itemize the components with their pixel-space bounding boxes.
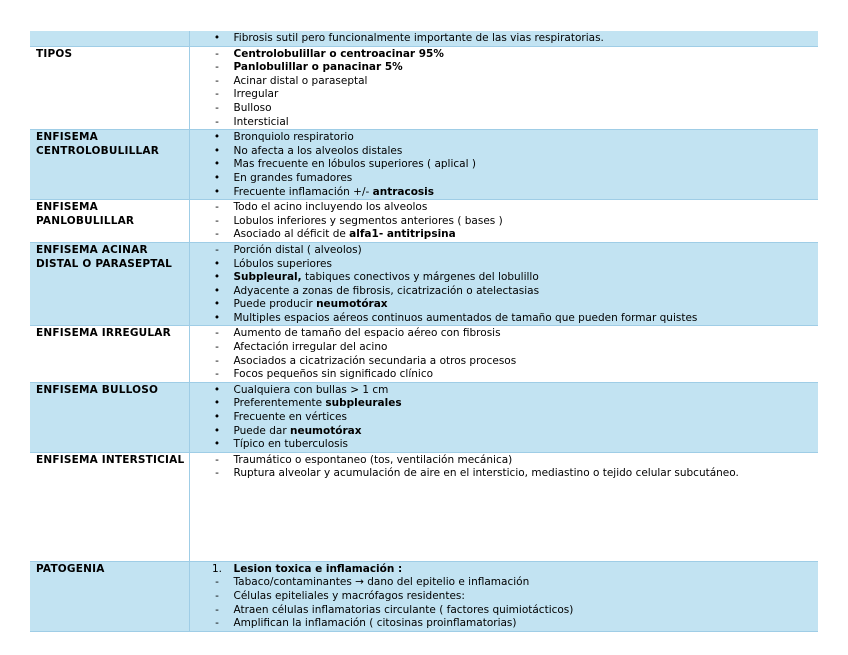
table-row [30,561,818,631]
item-text [234,244,362,258]
list-item [190,215,819,229]
item-text [234,75,368,89]
row-label: TIPOS [30,46,189,130]
item-text [234,215,503,229]
list-item [190,201,819,215]
dash-marker: - [215,327,219,340]
item-text [234,327,501,341]
bold-text: Subpleural, [233,271,302,284]
table-row [30,452,818,561]
text-run: Afectación irregular del acino [233,341,388,354]
text-run: Mas frecuente en lóbulos superiores ( aplical ) [233,158,476,171]
item-text [234,617,517,631]
text-run: Amplifican la inflamación ( citosinas proinflamatorias) [233,617,517,630]
item-text [234,454,513,468]
table-row [30,130,818,200]
text-run: No afecta a los alveolos distales [233,144,403,157]
table-row [30,200,818,243]
item-text [234,312,698,326]
text-run: Puede dar [233,424,290,437]
list-item [190,145,819,159]
list-item [190,158,819,172]
text-run: Asociado al déficit de [233,228,350,241]
list-item [190,411,819,425]
table-row [30,382,818,452]
row-content [189,242,818,326]
item-text [234,131,354,145]
row-label: ENFISEMA CENTROLOBULILLAR [30,130,189,200]
text-run: Asociados a cicatrización secundaria a otros procesos [233,354,517,367]
bold-text: neumotórax [289,424,362,437]
list-item [190,48,819,62]
text-run: Intersticial [233,115,289,128]
list-item [190,563,819,577]
bullet-icon: • [213,171,221,184]
dash-marker: - [215,603,219,616]
text-run: Tabaco/contaminantes → dano del epitelio e inflamación [233,576,530,589]
row-content [189,561,818,631]
bullet-icon: • [213,158,221,171]
text-run: Preferentemente [233,397,326,410]
emphysema-table [30,31,818,632]
list-item [190,75,819,89]
list-item [190,327,819,341]
dash-marker: - [215,61,219,74]
row-label: ENFISEMA INTERSTICIAL [30,452,189,561]
row-content [189,46,818,130]
dash-marker: - [215,201,219,214]
text-run: Todo el acino incluyendo los alveolos [233,201,428,214]
item-text [234,228,456,242]
bold-text: alfa1- antitripsina [349,228,456,241]
item-text [234,201,428,215]
list-item [190,617,819,631]
row-label: ENFISEMA BULLOSO [30,382,189,452]
text-run: Irregular [233,88,279,101]
dash-marker: - [215,74,219,87]
list-item [190,355,819,369]
number-marker: 1. [211,562,223,575]
item-text [234,425,362,439]
table-row [30,46,818,130]
bold-text: Centrolobulillar o centroacinar 95% [233,47,444,60]
bullet-icon: • [213,271,221,284]
row-label [30,31,189,46]
dash-marker: - [215,453,219,466]
table-row [30,242,818,326]
row-content [189,130,818,200]
text-run: Focos pequeños sin significado clínico [233,368,434,381]
bullet-icon: • [213,397,221,410]
item-text [234,145,403,159]
list-item [190,172,819,186]
list-item [190,186,819,200]
item-text [234,258,332,272]
list-item [190,438,819,452]
text-run: Ruptura alveolar y acumulación de aire en el intersticio, mediastino o tejido celular subcutáneo. [233,467,739,480]
bullet-icon: • [213,383,221,396]
item-text [234,467,739,481]
text-run: Porción distal ( alveolos) [233,243,362,256]
text-run: tabiques conectivos y márgenes del lobulillo [301,271,539,284]
item-text [234,355,517,369]
list-item [190,285,819,299]
text-run: Cualquiera con bullas > 1 cm [233,383,389,396]
bullet-icon: • [213,298,221,311]
dash-marker: - [215,354,219,367]
text-run: Multiples espacios aéreos continuos aumentados de tamaño que pueden formar quistes [233,311,698,324]
text-run: Traumático o espontaneo (tos, ventilación mecánica) [233,453,513,466]
text-run: Aumento de tamaño del espacio aéreo con fibrosis [233,327,501,340]
table-row [30,31,818,46]
dash-marker: - [215,214,219,227]
row-label: ENFISEMA IRREGULAR [30,326,189,382]
item-text [234,397,402,411]
item-text [234,186,435,200]
table-body [30,31,818,631]
bullet-icon: • [213,438,221,451]
dash-marker: - [215,341,219,354]
dash-marker: - [215,617,219,630]
item-text [234,32,604,46]
item-text [234,411,347,425]
dash-marker: - [215,368,219,381]
text-run: Células epiteliales y macrófagos residentes: [233,590,465,602]
bold-text: Lesion toxica e inflamación : [233,562,403,575]
row-content [189,31,818,46]
list-item [190,32,819,46]
bullet-icon: • [213,257,221,270]
dash-marker: - [215,101,219,114]
item-text [234,384,389,398]
list-item [190,131,819,145]
list-item [190,590,819,604]
bullet-icon: • [213,32,221,44]
text-run: Frecuente en vértices [233,411,347,424]
item-text [234,116,289,130]
list-item [190,397,819,411]
dash-marker: - [215,467,219,480]
list-item [190,454,819,468]
dash-marker: - [215,228,219,241]
item-text [234,341,388,355]
list-item [190,244,819,258]
item-text [234,285,540,299]
item-text [234,158,476,172]
dash-marker: - [215,88,219,101]
bold-text: neumotórax [316,298,388,311]
list-item [190,228,819,242]
bullet-icon: • [213,424,221,437]
item-text [234,563,403,577]
list-item [190,604,819,618]
list-item [190,576,819,590]
row-content [189,452,818,561]
list-item [190,384,819,398]
item-text [234,61,403,75]
bullet-icon: • [213,185,221,198]
row-label: ENFISEMA ACINAR DISTAL O PARASEPTAL [30,242,189,326]
list-item [190,88,819,102]
dash-marker: - [215,576,219,589]
bullet-icon: • [213,144,221,157]
dash-marker: - [215,47,219,60]
text-run: Puede producir [233,298,317,311]
dash-marker: - [215,115,219,128]
item-text [234,368,434,382]
text-run: Atraen células inflamatorias circulante ( factores quimiotácticos) [233,603,574,616]
list-item [190,341,819,355]
bold-text: antracosis [372,185,435,198]
item-text [234,298,388,312]
item-text [234,48,444,62]
dash-marker: - [215,243,219,256]
row-label: ENFISEMA PANLOBULILLAR [30,200,189,243]
text-run: Frecuente inflamación +/- [233,185,373,198]
list-item [190,116,819,130]
item-text [234,271,539,285]
text-run: Lobulos inferiores y segmentos anteriores ( bases ) [233,214,503,227]
row-label: PATOGENIA [30,561,189,631]
item-text [234,590,465,604]
bullet-icon: • [213,411,221,424]
item-text [234,172,353,186]
bullet-icon: • [213,284,221,297]
row-content [189,200,818,243]
text-run: Fibrosis sutil pero funcionalmente importante de las vias respiratorias. [233,32,604,44]
text-run: Lóbulos superiores [233,257,332,270]
list-item [190,102,819,116]
text-run: Típico en tuberculosis [233,438,349,451]
text-run: En grandes fumadores [233,171,353,184]
list-item [190,467,819,481]
list-item [190,61,819,75]
bold-text: subpleurales [325,397,402,410]
list-item [190,271,819,285]
list-item [190,312,819,326]
list-item [190,368,819,382]
text-run: Bulloso [233,101,272,114]
bullet-icon: • [213,311,221,324]
item-text [234,102,272,116]
row-content [189,326,818,382]
text-run: Acinar distal o paraseptal [233,74,368,87]
row-content [189,382,818,452]
dash-marker: - [215,590,219,602]
item-text [234,438,349,452]
item-text [234,604,574,618]
bullet-icon: • [213,131,221,144]
list-item [190,425,819,439]
table-row [30,326,818,382]
item-text [234,88,279,102]
list-item [190,258,819,272]
list-item [190,298,819,312]
bold-text: Panlobulillar o panacinar 5% [233,61,403,74]
item-text [234,576,530,590]
text-run: Adyacente a zonas de fibrosis, cicatrización o atelectasias [233,284,540,297]
text-run: Bronquiolo respiratorio [233,131,354,144]
